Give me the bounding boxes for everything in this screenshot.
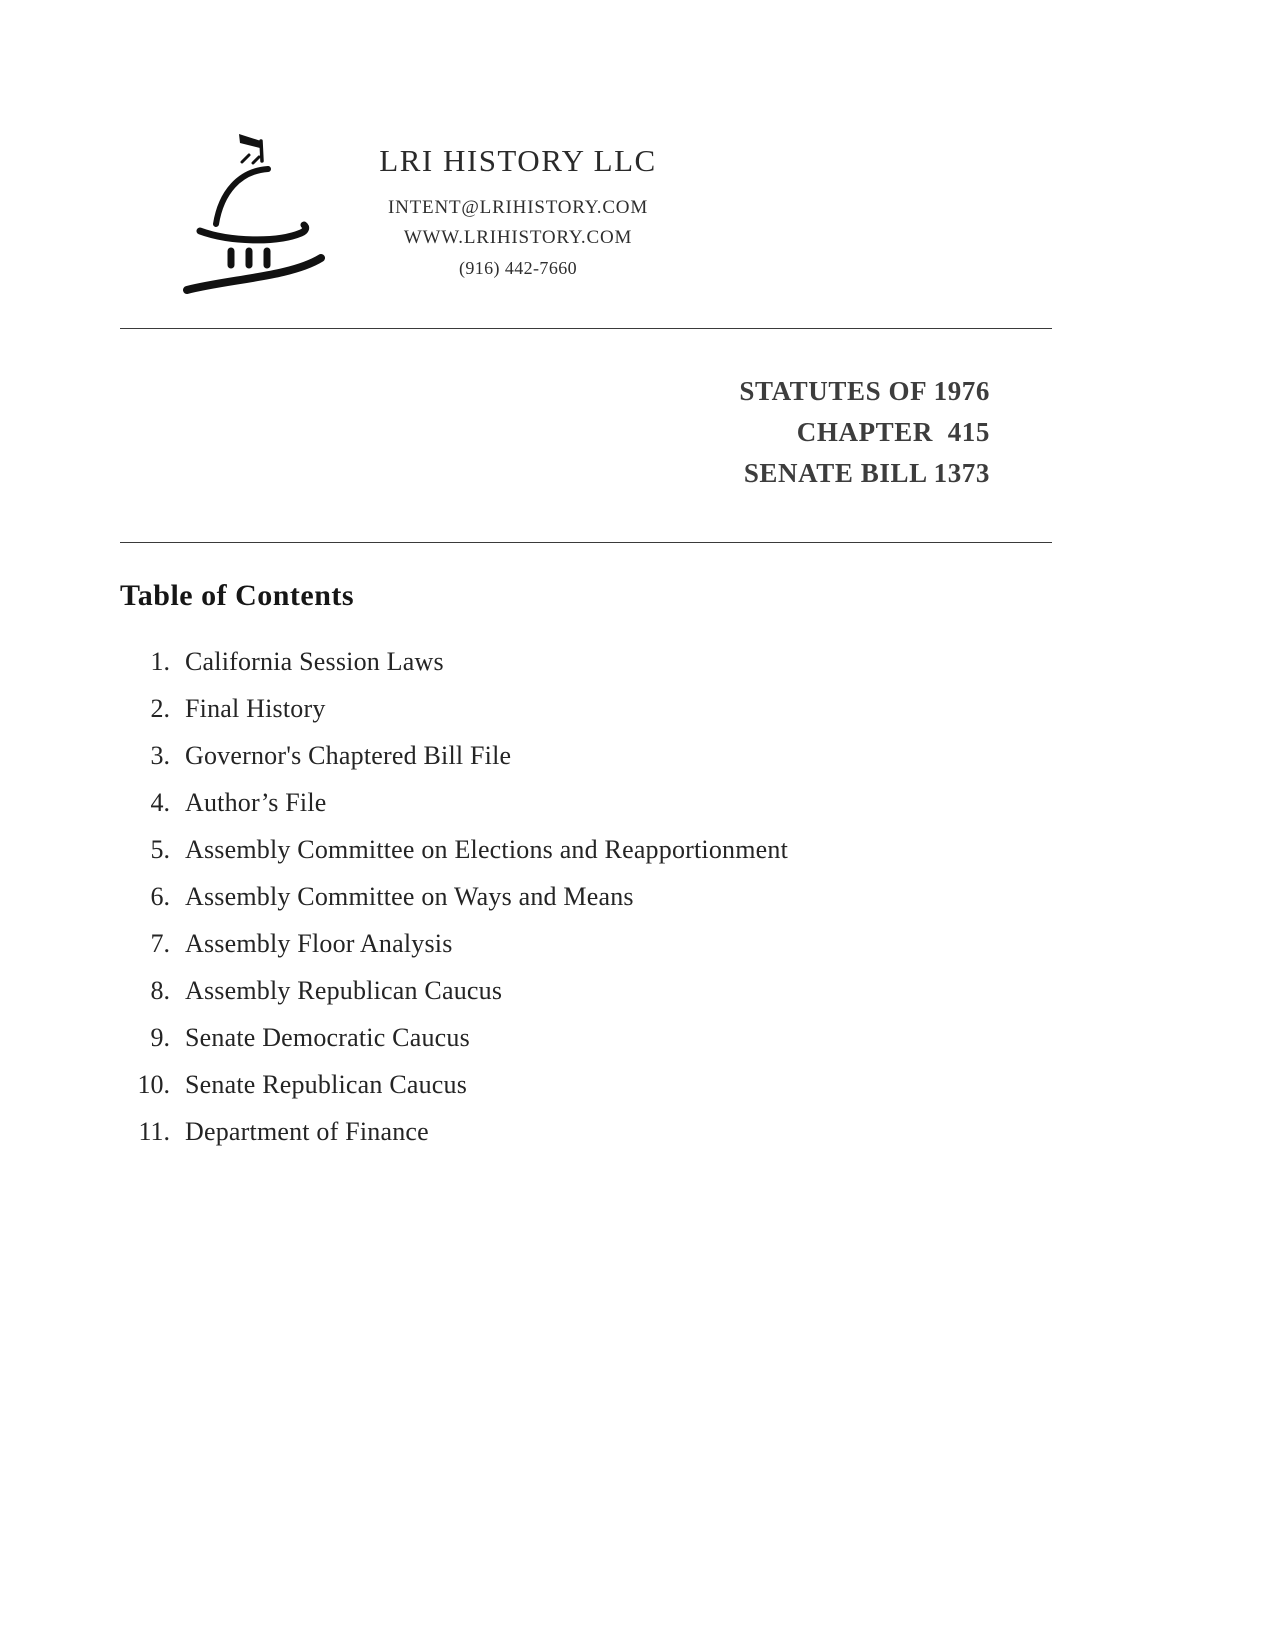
toc-item-number: 2. (150, 694, 170, 723)
toc-list (120, 647, 1052, 1164)
toc-heading: Table of Contents (120, 579, 355, 612)
toc-item-number: 4. (150, 788, 170, 817)
toc-item-label: Assembly Committee on Ways and Means (185, 882, 634, 911)
toc-item-number: 5. (150, 835, 170, 864)
letterhead (175, 125, 1276, 300)
toc-item (120, 976, 1052, 1023)
toc-item (120, 647, 1052, 694)
phone-text: (916) 442-7660 (458, 258, 578, 278)
toc-item-label: California Session Laws (185, 647, 444, 676)
toc-item-label: Senate Democratic Caucus (185, 1023, 470, 1052)
toc-item-number: 10. (137, 1070, 170, 1099)
company-name: LRI HISTORY LLC (379, 143, 657, 178)
divider-top (120, 328, 1052, 329)
toc-item (120, 788, 1052, 835)
toc-item-label: Assembly Republican Caucus (185, 976, 503, 1005)
senate-bill-line: SENATE BILL 1373 (743, 458, 990, 488)
title-block (120, 371, 1052, 494)
statutes-line: STATUTES OF 1976 (739, 376, 990, 406)
toc-item (120, 694, 1052, 741)
toc-item-label: Author’s File (185, 788, 327, 817)
toc-item-number: 9. (150, 1023, 170, 1052)
toc-item (120, 929, 1052, 976)
toc-item-label: Assembly Committee on Elections and Reapportionment (185, 835, 789, 864)
page-content (120, 328, 1052, 1164)
website-text: WWW.LRIHISTORY.COM (403, 227, 633, 248)
toc-item-number: 11. (138, 1117, 170, 1146)
email-text: INTENT@LRIHISTORY.COM (387, 197, 649, 218)
toc-item (120, 1023, 1052, 1070)
toc-item (120, 835, 1052, 882)
toc-item-label: Final History (185, 694, 326, 723)
toc-item-number: 8. (150, 976, 170, 1005)
toc-item-label: Department of Finance (185, 1117, 429, 1146)
toc-item-number: 1. (150, 647, 170, 676)
capitol-sketch-logo-icon (175, 127, 335, 297)
toc-item (120, 741, 1052, 788)
toc-item-label: Assembly Floor Analysis (185, 929, 453, 958)
toc-item (120, 1070, 1052, 1117)
toc-item-label: Governor's Chaptered Bill File (185, 741, 512, 770)
toc-item-label: Senate Republican Caucus (185, 1070, 468, 1099)
letterhead-text (373, 143, 663, 283)
toc-item-number: 6. (150, 882, 170, 911)
toc-item (120, 882, 1052, 929)
toc-item (120, 1117, 1052, 1164)
toc-item-number: 3. (150, 741, 170, 770)
toc-item-number: 7. (150, 929, 170, 958)
divider-bottom (120, 542, 1052, 543)
chapter-line: CHAPTER 415 (796, 417, 990, 447)
